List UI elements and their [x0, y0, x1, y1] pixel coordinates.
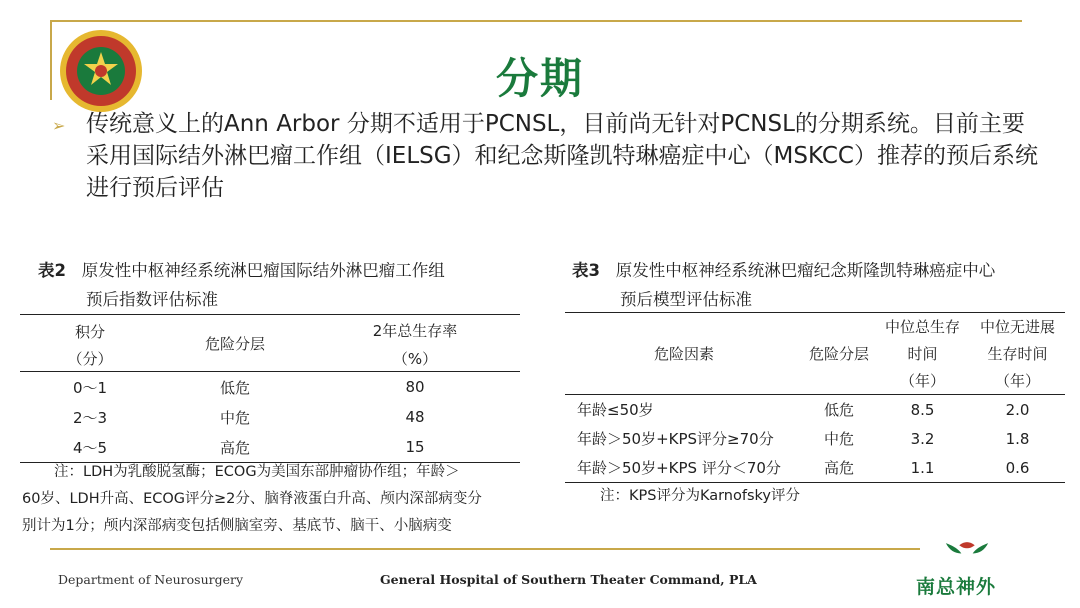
table3-os: 1.1 — [910, 458, 935, 477]
table2-survival: 15 — [405, 438, 425, 456]
table2-header-score-unit: （分） — [67, 349, 113, 368]
brand-text: 南总神外 — [916, 576, 997, 598]
table2-label: 表2 — [38, 261, 66, 280]
table2-header-score: 积分 — [74, 322, 105, 341]
hands-leaf-icon — [912, 538, 1022, 572]
table3-pfs: 1.8 — [1005, 429, 1030, 448]
table2-header-survival-unit: （%） — [392, 349, 438, 368]
table3-title-line1: 原发性中枢神经系统淋巴瘤纪念斯隆凯特琳癌症中心 — [615, 261, 996, 280]
table2-header-survival: 2年总生存率 — [372, 321, 458, 340]
table3 — [565, 312, 1065, 483]
table2-header-risk: 危险分层 — [204, 334, 265, 353]
table3-os: 3.2 — [910, 429, 935, 448]
table3-pfs: 2.0 — [1005, 400, 1030, 419]
table-row — [20, 432, 520, 463]
table3-title — [572, 256, 995, 314]
footer-department: Department of Neurosurgery — [58, 572, 244, 587]
slide-title: 分期 — [495, 54, 584, 103]
table3-risk: 低危 — [823, 401, 854, 419]
table-row — [565, 424, 1065, 453]
table2-note-line3: 别计为1分；颅内深部病变包括侧脑室旁、基底节、脑干、小脑病变 — [22, 518, 452, 534]
table3-label: 表3 — [572, 261, 600, 280]
table3-header-factor: 危险因素 — [653, 345, 714, 363]
table2-note — [22, 459, 522, 540]
table2-risk: 高危 — [219, 438, 250, 457]
table3-header-pfs: 中位无进展 — [979, 318, 1055, 336]
table2-score: 4～5 — [72, 438, 108, 457]
table2-score: 0～1 — [72, 378, 108, 397]
table-row — [565, 453, 1065, 483]
top-divider — [50, 20, 1022, 22]
table2-note-line1: 注：LDH为乳酸脱氢酶；ECOG为美国东部肿瘤协作组；年龄＞ — [54, 464, 460, 480]
table2-title — [38, 256, 445, 314]
arrow-bullet-icon: ➢ — [52, 116, 66, 135]
table3-os: 8.5 — [910, 400, 935, 419]
table-row — [20, 402, 520, 432]
bullet-text: 传统意义上的Ann Arbor 分期不适用于PCNSL，目前尚无针对PCNSL的分期系统。目前主要采用国际结外淋巴瘤工作组（IELSG）和纪念斯隆凯特琳癌症中心（MSKCC）推荐的预后系统进行预后评估 — [86, 111, 1038, 201]
table2 — [20, 314, 520, 463]
table3-factor: 年龄＞50岁+KPS评分≥70分 — [577, 430, 774, 448]
table2-title-line2: 预后指数评估标准 — [86, 290, 218, 309]
table2-risk: 中危 — [219, 408, 250, 427]
table2-title-line1: 原发性中枢神经系统淋巴瘤国际结外淋巴瘤工作组 — [81, 261, 445, 280]
table2-note-line2: 60岁、LDH升高、ECOG评分≥2分、脑脊液蛋白升高、颅内深部病变分 — [22, 491, 482, 507]
bottom-divider — [50, 548, 920, 550]
footer-hospital: General Hospital of Southern Theater Command, PLA — [380, 572, 757, 587]
table3-pfs: 0.6 — [1005, 458, 1030, 477]
table2-score: 2～3 — [72, 408, 108, 427]
table2-survival: 80 — [405, 378, 425, 396]
table3-risk: 中危 — [823, 430, 854, 448]
table3-header-os-unit: （年） — [899, 372, 945, 390]
table3-factor: 年龄＞50岁+KPS 评分＜70分 — [577, 459, 781, 477]
table3-factor: 年龄≤50岁 — [577, 401, 654, 419]
table2-survival: 48 — [405, 408, 425, 426]
table3-header-pfs-line2: 生存时间 — [987, 345, 1048, 363]
table3-risk: 高危 — [823, 459, 854, 477]
table-row — [565, 395, 1065, 425]
table3-title-line2: 预后模型评估标准 — [620, 290, 752, 309]
table3-header-risk: 危险分层 — [808, 345, 869, 363]
table3-header-os: 中位总生存 — [884, 318, 960, 336]
table3-header-os-line2: 时间 — [907, 345, 938, 363]
table3-header-pfs-unit: （年） — [994, 372, 1040, 390]
table2-risk: 低危 — [219, 378, 250, 397]
table3-note: 注：KPS评分为Karnofsky评分 — [600, 488, 800, 504]
table-row — [20, 372, 520, 403]
bullet-point — [50, 108, 1040, 204]
